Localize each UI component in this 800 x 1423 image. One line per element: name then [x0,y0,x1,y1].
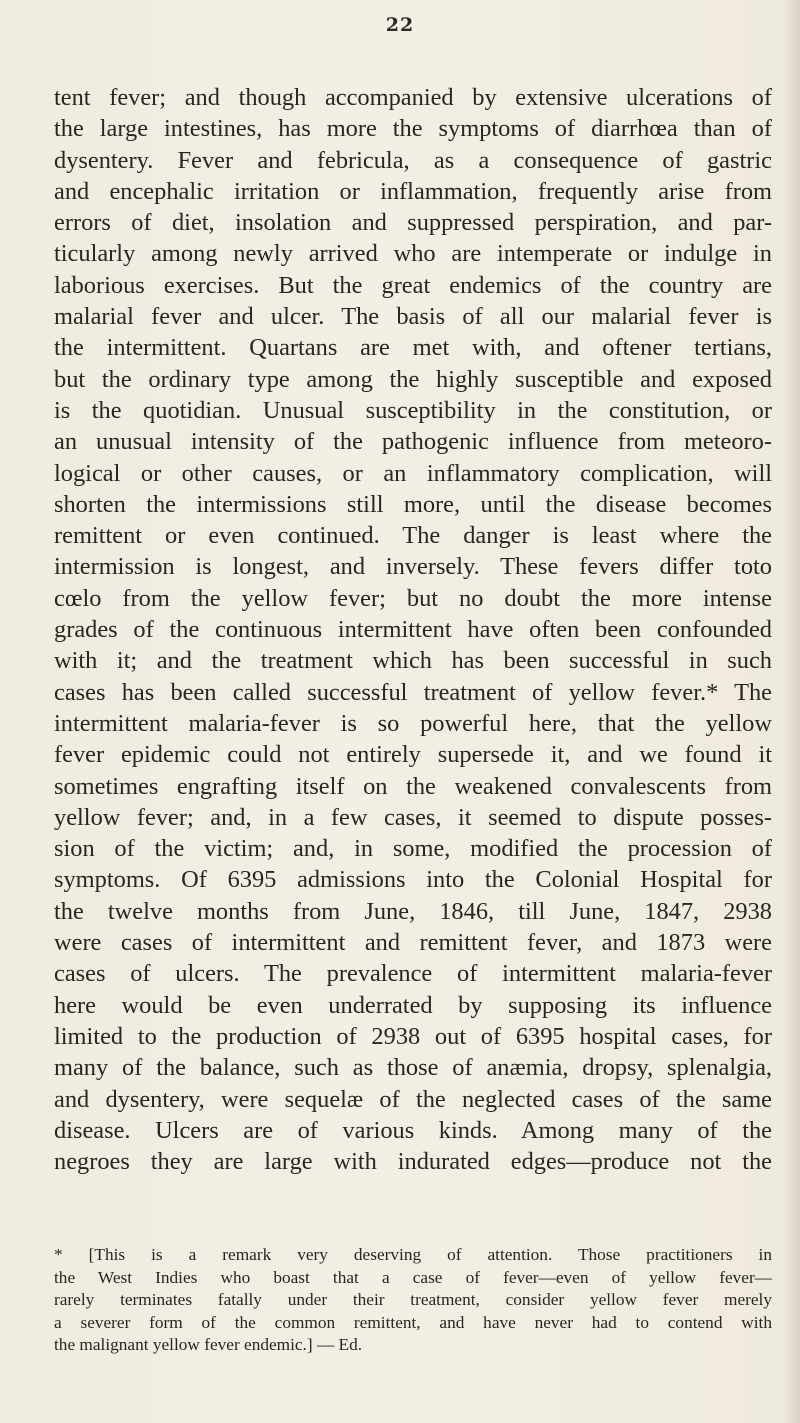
body-line: dysentery. Fever and febricula, as a consequence of gastric [54,146,772,174]
body-line: and dysentery, were sequelæ of the neglected cases of the same [54,1085,772,1113]
body-line: disease. Ulcers are of various kinds. Among many of the [54,1116,772,1144]
footnote-line: rarely terminates fatally under their treatment, consider yellow fever merely [54,1290,772,1309]
footnote [54,1244,772,1357]
body-line: and encephalic irritation or inflammation, frequently arise from [54,177,772,205]
footnote-line: * [This is a remark very deserving of attention. Those practitioners in [54,1245,772,1264]
body-line: limited to the production of 2938 out of 6395 hospital cases, for [54,1022,772,1050]
body-line: the intermittent. Quartans are met with, and oftener tertians, [54,334,772,362]
body-line: is the quotidian. Unusual susceptibility in the constitution, or [54,396,772,424]
body-line: laborious exercises. But the great endemics of the country are [54,271,772,299]
body-line: symptoms. Of 6395 admissions into the Colonial Hospital for [54,866,772,894]
page-number: 22 [385,14,415,36]
body-line: many of the balance, such as those of anæmia, dropsy, splenalgia, [54,1054,772,1082]
body-line: cases has been called successful treatment of yellow fever.* The [54,678,772,706]
body-line: intermission is longest, and inversely. These fevers differ toto [54,553,772,581]
page-edge-shadow [782,0,800,1423]
body-line: with it; and the treatment which has been successful in such [54,647,772,675]
body-line: logical or other causes, or an inflammatory complication, will [54,459,772,487]
body-line: sion of the victim; and, in some, modified the procession of [54,835,772,863]
body-line: malarial fever and ulcer. The basis of all our malarial fever is [54,303,772,331]
body-line: cœlo from the yellow fever; but no doubt the more intense [54,584,772,612]
body-line: errors of diet, insolation and suppressed perspiration, and par- [54,209,772,237]
footnote-line: the malignant yellow fever endemic.] — Ed. [54,1335,363,1354]
body-line: sometimes engrafting itself on the weakened convalescents from [54,772,772,800]
body-line: fever epidemic could not entirely supersede it, and we found it [54,741,772,769]
body-line: here would be even underrated by supposing its influence [54,991,772,1019]
body-line: grades of the continuous intermittent have often been confounded [54,616,772,644]
body-line: yellow fever; and, in a few cases, it seemed to dispute posses- [54,803,772,831]
body-line: ticularly among newly arrived who are intemperate or indulge in [54,240,772,268]
body-line: the large intestines, has more the symptoms of diarrhœa than of [54,115,772,143]
body-line: intermittent malaria-fever is so powerful here, that the yellow [54,709,772,737]
footnote-line: a severer form of the common remittent, and have never had to contend with [54,1312,772,1332]
body-line: cases of ulcers. The prevalence of intermittent malaria-fever [54,960,772,988]
body-line: an unusual intensity of the pathogenic influence from meteoro- [54,428,772,456]
body-line: the twelve months from June, 1846, till June, 1847, 2938 [54,897,772,925]
body-line: but the ordinary type among the highly susceptible and exposed [54,365,772,393]
body-line: shorten the intermissions still more, until the disease becomes [54,490,772,518]
body-line: tent fever; and though accompanied by extensive ulcerations of [54,84,772,111]
body-line: negroes they are large with indurated edges—produce not the [54,1148,772,1176]
body-line: were cases of intermittent and remittent fever, and 1873 were [54,929,772,957]
body-line: remittent or even continued. The danger is least where the [54,522,772,550]
body-text [54,82,772,1177]
footnote-line: the West Indies who boast that a case of fever—even of yellow fever— [54,1267,772,1287]
